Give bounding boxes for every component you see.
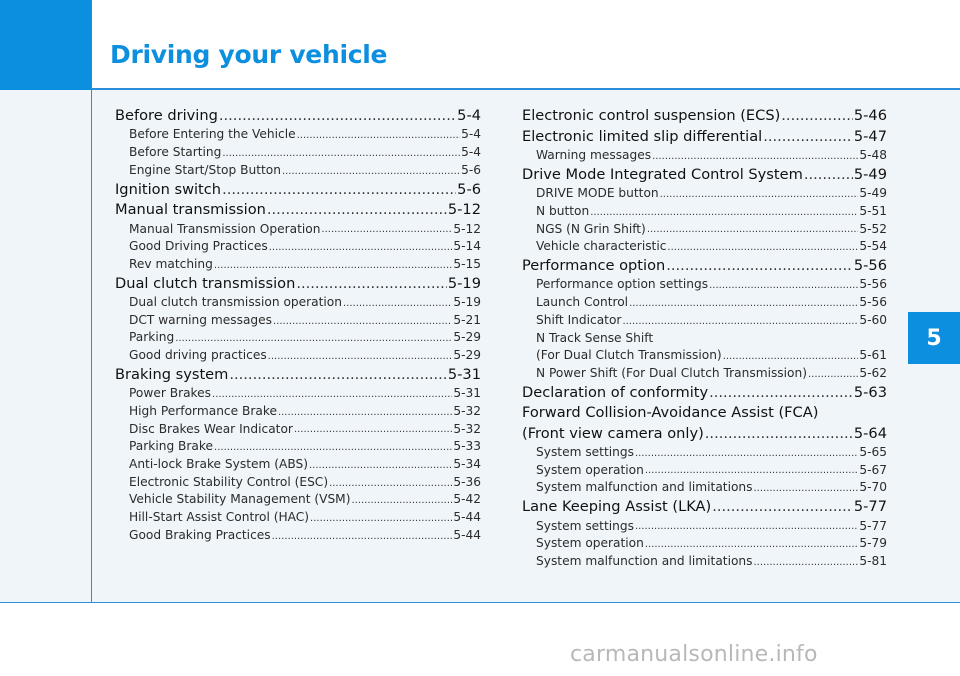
toc-heading-line[interactable]: N Track Sense Shift: [536, 330, 654, 345]
toc-subsection-entry[interactable]: [115, 127, 481, 145]
toc-entry-title: Manual Transmission Operation: [129, 221, 321, 236]
dot-leader: [804, 165, 853, 186]
dot-leader: [635, 446, 858, 462]
toc-entry-title: DRIVE MODE button: [536, 186, 659, 201]
toc-entry-title: Lane Keeping Assist (LKA): [522, 498, 712, 516]
dot-leader: [297, 128, 460, 144]
toc-page-number: 5-77: [859, 518, 887, 533]
toc-entry-title: N Power Shift (For Dual Clutch Transmission): [536, 365, 807, 380]
toc-page-number: 5-12: [453, 221, 481, 236]
toc-page-number: 5-56: [859, 295, 887, 310]
dot-leader: [723, 349, 859, 365]
toc-entry-title: Electronic limited slip differential: [522, 127, 763, 145]
toc-entry-title: Good Braking Practices: [129, 527, 271, 542]
toc-subsection-entry[interactable]: [115, 438, 481, 456]
toc-subsection-entry[interactable]: [522, 365, 887, 383]
dot-leader: [343, 296, 452, 312]
toc-section-entry[interactable]: [115, 180, 481, 201]
dot-leader: [629, 296, 858, 312]
toc-page-number: 5-44: [453, 527, 481, 542]
toc-page-number: 5-29: [453, 330, 481, 345]
toc-subsection-entry[interactable]: [522, 221, 887, 239]
dot-leader: [705, 424, 853, 445]
toc-page-number: 5-52: [859, 221, 887, 236]
toc-page-number: 5-14: [453, 239, 481, 254]
toc-right-column: [522, 106, 887, 571]
toc-entry-title: Before Starting: [129, 145, 222, 160]
toc-subsection-entry[interactable]: [115, 294, 481, 312]
dot-leader: [273, 314, 452, 330]
chapter-tab[interactable]: 5: [908, 312, 960, 364]
toc-page-number: 5-19: [447, 274, 481, 292]
toc-page-number: 5-70: [859, 480, 887, 495]
toc-entry-title: Disc Brakes Wear Indicator: [129, 421, 293, 436]
toc-entry-title: Good Driving Practices: [129, 239, 268, 254]
toc-page-number: 5-77: [853, 498, 887, 516]
left-margin-panel: [0, 0, 92, 603]
toc-page-number: 5-4: [461, 127, 481, 142]
title-divider: [91, 88, 960, 90]
dot-leader: [309, 458, 452, 474]
toc-page-number: 5-33: [453, 439, 481, 454]
dot-leader: [222, 146, 460, 162]
toc-page-number: 5-61: [859, 348, 887, 363]
toc-entry-title: Dual clutch transmission operation: [129, 295, 342, 310]
toc-entry-title: Before driving: [115, 107, 218, 124]
toc-page-number: 5-12: [447, 201, 481, 219]
toc-subsection-entry[interactable]: [115, 238, 481, 256]
toc-entry-title: Performance option settings: [536, 277, 709, 292]
toc-entry-title: Electronic control suspension (ECS): [522, 107, 781, 124]
toc-entry-title: Manual transmission: [115, 201, 266, 219]
toc-subsection-entry[interactable]: [522, 276, 887, 294]
toc-entry-title: Launch Control: [536, 295, 629, 310]
toc-entry-title: System malfunction and limitations: [536, 480, 753, 495]
dot-leader: [667, 240, 858, 256]
dot-leader: [645, 537, 858, 553]
toc-entry-title: Engine Start/Stop Button: [129, 162, 281, 177]
toc-entry-title: Performance option: [522, 256, 666, 274]
toc-page-number: 5-29: [453, 348, 481, 363]
toc-entry-title: Electronic Stability Control (ESC): [129, 474, 329, 489]
toc-page-number: 5-51: [859, 203, 887, 218]
toc-section-entry[interactable]: [522, 424, 887, 445]
toc-page-number: 5-48: [859, 147, 887, 162]
toc-page-number: 5-15: [453, 256, 481, 271]
toc-page-number: 5-79: [859, 536, 887, 551]
toc-page-number: 5-81: [859, 553, 887, 568]
toc-entry-title: System malfunction and limitations: [536, 553, 753, 568]
toc-subsection-entry[interactable]: [522, 462, 887, 480]
toc-subsection-entry[interactable]: [522, 238, 887, 256]
page-title: Driving your vehicle: [110, 40, 388, 69]
dot-leader: [222, 180, 456, 201]
toc-page-number: 5-56: [859, 277, 887, 292]
toc-section-entry[interactable]: [522, 127, 887, 148]
toc-subsection-entry[interactable]: [522, 147, 887, 165]
dot-leader: [268, 349, 453, 365]
toc-page-number: 5-6: [461, 162, 481, 177]
dot-leader: [351, 493, 452, 509]
toc-page-number: 5-65: [859, 445, 887, 460]
toc-section-entry[interactable]: [522, 106, 887, 127]
toc-entry-title: Good driving practices: [129, 348, 267, 363]
dot-leader: [296, 274, 447, 295]
dot-leader: [753, 481, 858, 497]
toc-subsection-entry[interactable]: [115, 162, 481, 180]
toc-page-number: 5-34: [453, 457, 481, 472]
dot-leader: [272, 529, 453, 545]
toc-entry-title: High Performance Brake: [129, 404, 277, 419]
toc-section-entry[interactable]: [115, 200, 481, 221]
toc-page-number: 5-21: [453, 312, 481, 327]
toc-section-entry[interactable]: [522, 383, 887, 404]
toc-entry-title: System operation: [536, 536, 644, 551]
toc-entry-title: (Front view camera only): [522, 424, 704, 442]
toc-subsection-entry[interactable]: [115, 492, 481, 510]
dot-leader: [321, 222, 452, 238]
toc-page-number: 5-62: [859, 365, 887, 380]
dot-leader: [214, 440, 452, 456]
toc-page-number: 5-49: [859, 186, 887, 201]
toc-subsection-entry[interactable]: [115, 385, 481, 403]
toc-entry-title: N button: [536, 203, 590, 218]
toc-entry-title: Parking Brake: [129, 439, 214, 454]
toc-page-number: 5-67: [859, 462, 887, 477]
toc-subsection-entry[interactable]: [522, 479, 887, 497]
toc-subsection-entry[interactable]: [115, 421, 481, 439]
toc-page-number: 5-32: [453, 421, 481, 436]
dot-leader: [712, 497, 853, 518]
toc-entry-title: Before Entering the Vehicle: [129, 127, 296, 142]
toc-page-number: 5-49: [853, 165, 887, 183]
toc-page-number: 5-60: [859, 312, 887, 327]
toc-subsection-entry[interactable]: [522, 347, 887, 365]
watermark: carmanualsonline.info: [570, 642, 818, 667]
toc-subsection-entry[interactable]: [115, 312, 481, 330]
toc-entry-title: System settings: [536, 518, 634, 533]
dot-leader: [214, 258, 452, 274]
toc-subsection-entry[interactable]: [115, 347, 481, 365]
toc-page-number: 5-31: [447, 365, 481, 383]
dot-leader: [212, 387, 452, 403]
toc-section-entry[interactable]: [115, 365, 481, 386]
toc-subsection-entry[interactable]: [522, 294, 887, 312]
toc-subsection-entry[interactable]: [115, 509, 481, 527]
toc-page-number: 5-6: [457, 180, 481, 198]
toc-entry-title: DCT warning messages: [129, 312, 273, 327]
toc-subsection-entry[interactable]: [522, 185, 887, 203]
toc-entry-title: Hill-Start Assist Control (HAC): [129, 510, 310, 525]
toc-entry-title: Vehicle Stability Management (VSM): [129, 492, 351, 507]
dot-leader: [647, 222, 859, 238]
toc-page-number: 5-42: [453, 492, 481, 507]
dot-leader: [229, 365, 447, 386]
dot-leader: [622, 314, 858, 330]
toc-entry-title: Ignition switch: [115, 180, 222, 198]
toc-entry-title: Dual clutch transmission: [115, 274, 296, 292]
toc-page-number: 5-32: [453, 404, 481, 419]
dot-leader: [278, 405, 452, 421]
toc-section-entry[interactable]: [115, 106, 481, 127]
toc-entry-title: System operation: [536, 462, 644, 477]
toc-entry-title: NGS (N Grin Shift): [536, 221, 646, 236]
toc-section-entry[interactable]: [522, 256, 887, 277]
toc-entry-title: Shift Indicator: [536, 312, 622, 327]
dot-leader: [666, 256, 853, 277]
toc-heading-line[interactable]: Forward Collision-Avoidance Assist (FCA): [522, 404, 819, 422]
toc-page-number: 5-47: [853, 127, 887, 145]
toc-entry-title: Warning messages: [536, 147, 652, 162]
toc-subsection-entry[interactable]: [522, 535, 887, 553]
toc-subsection-entry[interactable]: [115, 456, 481, 474]
dot-leader: [645, 463, 858, 479]
toc-entry-title: Power Brakes: [129, 386, 212, 401]
toc-page-number: 5-64: [853, 424, 887, 442]
corner-accent-block: [0, 0, 91, 90]
toc-page-number: 5-63: [853, 383, 887, 401]
dot-leader: [781, 106, 853, 127]
toc-section-entry[interactable]: [522, 165, 887, 186]
toc-subsection-entry[interactable]: [522, 312, 887, 330]
toc-page-number: 5-31: [453, 386, 481, 401]
toc-page-number: 5-56: [853, 256, 887, 274]
toc-entry-title: Braking system: [115, 365, 229, 383]
toc-left-column: [115, 106, 481, 545]
toc-entry-title: System settings: [536, 445, 634, 460]
toc-page-number: 5-19: [453, 295, 481, 310]
dot-leader: [175, 331, 452, 347]
dot-leader: [329, 476, 452, 492]
toc-page-number: 5-54: [859, 239, 887, 254]
toc-page-number: 5-4: [461, 145, 481, 160]
dot-leader: [709, 278, 858, 294]
toc-section-entry[interactable]: [522, 497, 887, 518]
toc-page-number: 5-36: [453, 474, 481, 489]
toc-subsection-entry[interactable]: [522, 203, 887, 221]
toc-entry-title: Declaration of conformity: [522, 383, 709, 401]
toc-subsection-entry[interactable]: [115, 403, 481, 421]
dot-leader: [635, 519, 858, 535]
dot-leader: [219, 106, 456, 127]
toc-subsection-entry[interactable]: [522, 518, 887, 536]
toc-entry-title: (For Dual Clutch Transmission): [536, 348, 722, 363]
toc-subsection-entry[interactable]: [115, 256, 481, 274]
dot-leader: [808, 367, 858, 383]
toc-entry-title: Parking: [129, 330, 175, 345]
dot-leader: [267, 200, 447, 221]
toc-page-number: 5-44: [453, 510, 481, 525]
toc-subsection-entry[interactable]: [522, 553, 887, 571]
dot-leader: [753, 555, 858, 571]
toc-page-number: 5-46: [853, 107, 887, 124]
dot-leader: [590, 205, 858, 221]
dot-leader: [310, 511, 452, 527]
dot-leader: [282, 164, 460, 180]
toc-entry-title: Drive Mode Integrated Control System: [522, 165, 803, 183]
bottom-divider: [0, 602, 960, 603]
dot-leader: [709, 383, 853, 404]
dot-leader: [660, 187, 859, 203]
dot-leader: [652, 149, 858, 165]
toc-subsection-entry[interactable]: [115, 527, 481, 545]
dot-leader: [294, 422, 452, 438]
toc-subsection-entry[interactable]: [115, 221, 481, 239]
toc-entry-title: Vehicle characteristic: [536, 239, 667, 254]
toc-subsection-entry[interactable]: [115, 144, 481, 162]
toc-subsection-entry[interactable]: [522, 444, 887, 462]
toc-subsection-entry[interactable]: [115, 330, 481, 348]
toc-entry-title: Anti-lock Brake System (ABS): [129, 457, 308, 472]
dot-leader: [269, 240, 453, 256]
toc-page-number: 5-4: [457, 107, 481, 124]
toc-subsection-entry[interactable]: [115, 474, 481, 492]
toc-entry-title: Rev matching: [129, 256, 213, 271]
toc-section-entry[interactable]: [115, 274, 481, 295]
dot-leader: [763, 127, 853, 148]
